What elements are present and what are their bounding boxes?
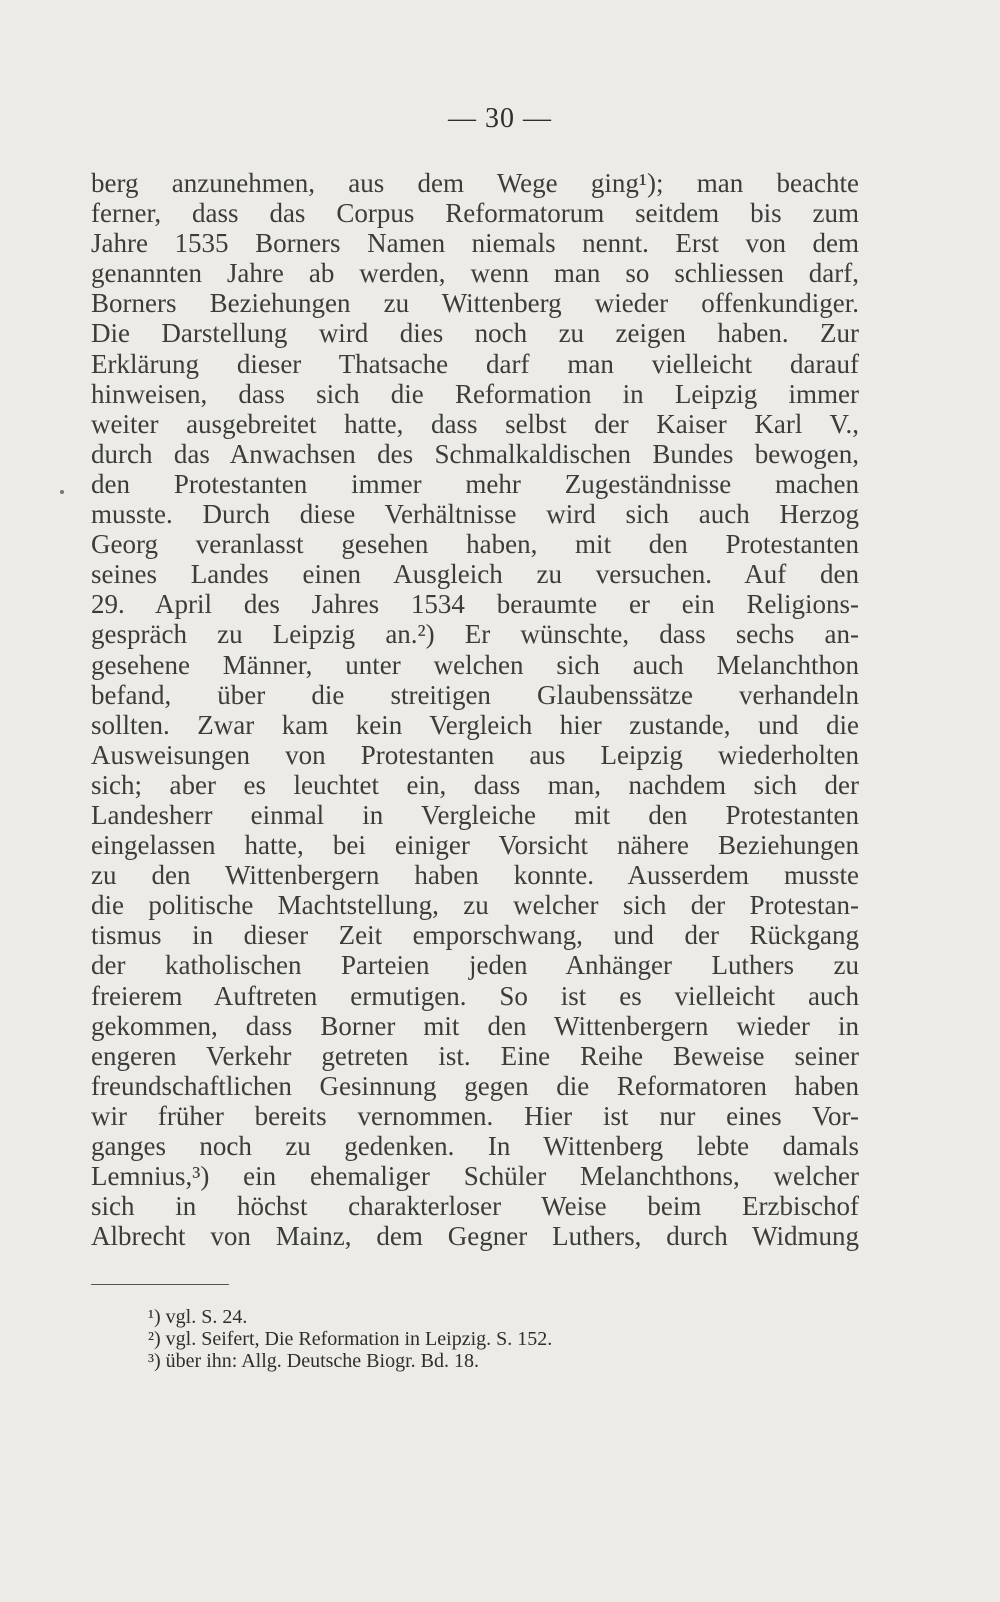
text-line: den Protestanten immer mehr Zugeständnisse machen xyxy=(91,468,859,499)
text-line: genannten Jahre ab werden, wenn man so schliessen darf, xyxy=(91,258,859,289)
text-line: eingelassen hatte, bei einiger Vorsicht nähere Beziehungen xyxy=(91,830,859,861)
text-line: durch das Anwachsen des Schmalkaldischen Bundes bewogen, xyxy=(91,438,859,469)
text-line: befand, über die streitigen Glaubenssätze verhandeln xyxy=(91,679,859,710)
text-line: sollten. Zwar kam kein Vergleich hier zustande, und die xyxy=(91,709,859,740)
text-line: gesehene Männer, unter welchen sich auch Melanchthon xyxy=(91,649,859,680)
text-line: Landesherr einmal in Vergleiche mit den Protestanten xyxy=(91,799,859,830)
text-line: wir früher bereits vernommen. Hier ist nur eines Vor- xyxy=(91,1100,859,1131)
text-line: Albrecht von Mainz, dem Gegner Luthers, durch Widmung xyxy=(91,1221,859,1252)
text-line: Erklärung dieser Thatsache darf man vielleicht darauf xyxy=(91,348,859,379)
text-line: tismus in dieser Zeit emporschwang, und der Rückgang xyxy=(91,920,859,951)
text-line: zu den Wittenbergern haben konnte. Ausserdem musste xyxy=(91,860,859,891)
text-line: freierem Auftreten ermutigen. So ist es vielleicht auch xyxy=(91,980,859,1011)
text-line: Ausweisungen von Protestanten aus Leipzig wiederholten xyxy=(91,739,859,770)
text-line: der katholischen Parteien jeden Anhänger Luthers zu xyxy=(91,950,859,981)
page-number: — 30 — xyxy=(448,103,552,134)
text-line: gekommen, dass Borner mit den Wittenbergern wieder in xyxy=(91,1010,859,1041)
text-line: Georg veranlasst gesehen haben, mit den Protestanten xyxy=(91,529,859,560)
text-line: Die Darstellung wird dies noch zu zeigen haben. Zur xyxy=(91,318,859,349)
text-line: gespräch zu Leipzig an.²) Er wünschte, dass sechs an- xyxy=(91,619,859,650)
text-line: sich in höchst charakterloser Weise beim Erzbischof xyxy=(91,1191,859,1222)
text-line: engeren Verkehr getreten ist. Eine Reihe Beweise seiner xyxy=(91,1040,859,1071)
text-line: sich; aber es leuchtet ein, dass man, nachdem sich der xyxy=(91,769,859,800)
text-line: weiter ausgebreitet hatte, dass selbst der Kaiser Karl V., xyxy=(91,408,859,439)
footnote-separator xyxy=(91,1284,229,1285)
text-line: seines Landes einen Ausgleich zu versuchen. Auf den xyxy=(91,559,859,590)
text-line: ganges noch zu gedenken. In Wittenberg lebte damals xyxy=(91,1131,859,1161)
footnote: ¹) vgl. S. 24. xyxy=(148,1306,248,1328)
text-line: Borners Beziehungen zu Wittenberg wieder offenkundiger. xyxy=(91,288,859,319)
text-line: die politische Machtstellung, zu welcher sich der Protestan- xyxy=(91,890,859,921)
text-line: 29. April des Jahres 1534 beraumte er ein Religions- xyxy=(91,589,859,620)
footnotes xyxy=(148,1306,748,1372)
text-line: musste. Durch diese Verhältnisse wird sich auch Herzog xyxy=(91,499,859,530)
text-line: hinweisen, dass sich die Reformation in Leipzig immer xyxy=(91,378,859,409)
text-line: Lemnius,³) ein ehemaliger Schüler Melanchthons, welcher xyxy=(91,1161,859,1192)
body-text xyxy=(91,168,859,1251)
text-line: berg anzunehmen, aus dem Wege ging¹); man beachte xyxy=(91,168,859,198)
text-line: freundschaftlichen Gesinnung gegen die Reformatoren haben xyxy=(91,1070,859,1101)
text-line: Jahre 1535 Borners Namen niemals nennt. Erst von dem xyxy=(91,228,859,259)
margin-mark xyxy=(60,490,64,494)
footnote: ²) vgl. Seifert, Die Reformation in Leipzig. S. 152. xyxy=(148,1328,553,1350)
text-line: ferner, dass das Corpus Reformatorum seitdem bis zum xyxy=(91,198,859,229)
footnote: ³) über ihn: Allg. Deutsche Biogr. Bd. 18. xyxy=(148,1350,479,1372)
